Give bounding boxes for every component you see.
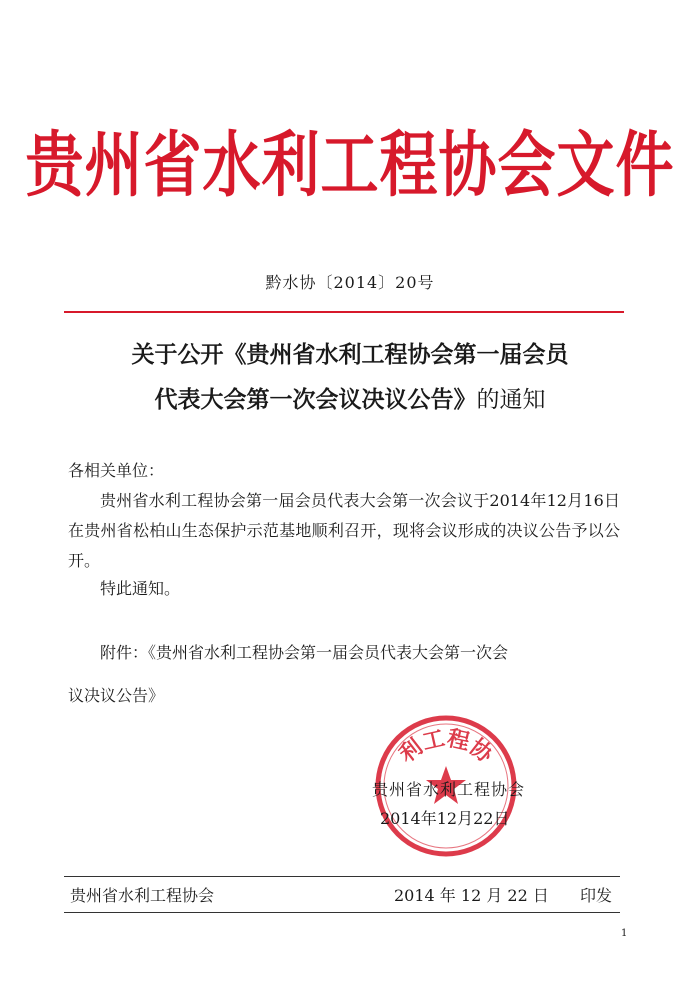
salutation: 各相关单位：: [68, 461, 165, 480]
subject-line-1: 关于公开《贵州省水利工程协会第一届会员: [131, 341, 569, 368]
footer-issuer: 贵州省水利工程协会: [70, 886, 215, 905]
page-number: 1: [621, 928, 628, 939]
subject-line-2-bold: 代表大会第一次会议决议公告》: [154, 386, 477, 413]
seal-text: 利工程协: [394, 726, 498, 769]
subject-line-2: [60, 377, 640, 423]
footer-bottom-rule: [64, 912, 620, 913]
subject-line-2-plain: 的通知: [476, 387, 546, 413]
attachment-line-2: 议决议公告》: [68, 686, 165, 705]
body-paragraph: 贵州省水利工程协会第一届会员代表大会第一次会议于2014年12月16日在贵州省松柏山生态保护示范基地顺利召开，现将会议形成的决议公告予以公开。: [68, 491, 620, 570]
footer-date: 2014 年 12 月 22 日: [394, 886, 549, 905]
closing-notice: 特此通知。: [100, 579, 181, 598]
signature-organization: 贵州省水利工程协会: [372, 780, 526, 799]
signature-date: 2014年12月22日: [380, 809, 510, 828]
footer-issued-label: 印发: [580, 886, 613, 905]
header-divider: [64, 311, 624, 313]
document-subject: [60, 332, 640, 423]
footer-top-rule: [64, 876, 620, 877]
attachment-line-1: 附件：《贵州省水利工程协会第一届会员代表大会第一次会: [100, 643, 509, 662]
document-header-title: 贵州省水利工程协会文件: [25, 123, 675, 207]
document-number: 黔水协〔2014〕20号: [265, 273, 435, 292]
